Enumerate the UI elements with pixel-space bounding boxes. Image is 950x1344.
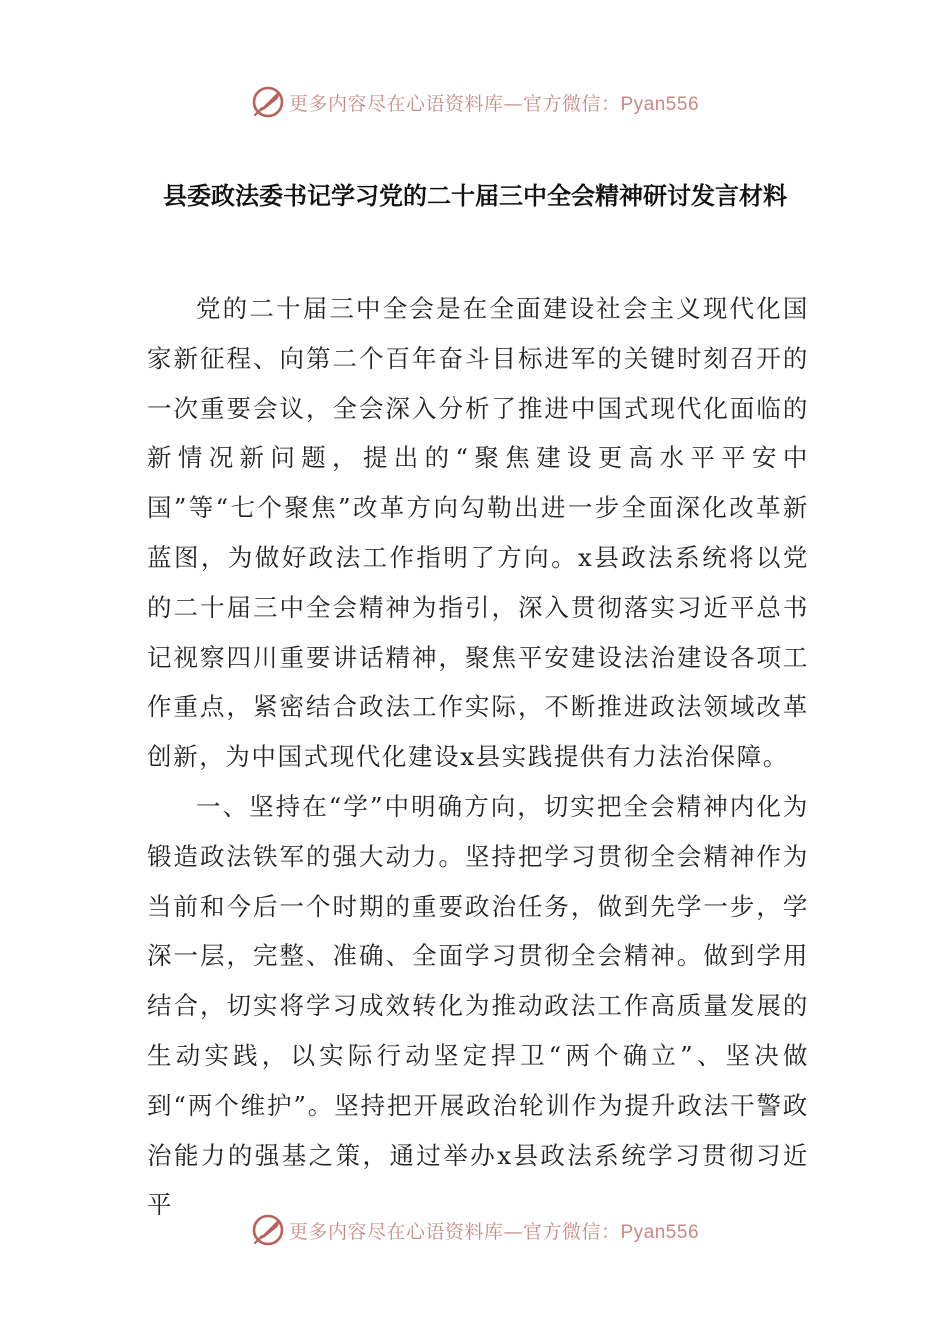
watermark-text: 更多内容尽在心语资料库—官方微信：Pyan556 [288,1220,700,1243]
wechat-id: Pyan556 [620,1221,700,1243]
watermark-text: 更多内容尽在心语资料库—官方微信：Pyan556 [288,92,700,115]
watermark-banner-top [0,82,950,122]
quill-logo-icon [251,1213,285,1247]
paragraph-intro: 党的二十届三中全会是在全面建设社会主义现代化国家新征程、向第二个百年奋斗目标进军的关键时刻召开的一次重要会议，全会深入分析了推进中国式现代化面临的新情况新问题，提出的“聚焦建设更高水平平安中国”等“七个聚焦”改革方向勾勒出进一步全面深化改革新蓝图，为做好政法工作指明了方向。x县政法系统将以党的二十届三中全会精神为指引，深入贯彻落实习近平总书记视察四川重要讲话精神，聚焦平安建设法治建设各项工作重点，紧密结合政法工作实际，不断推进政法领域改革创新，为中国式现代化建设x县实践提供有力法治保障。 [147,294,809,772]
quill-logo-icon [251,85,285,119]
wechat-id: Pyan556 [620,93,700,115]
document-body [147,284,809,1230]
watermark-banner-bottom [0,1210,950,1250]
document-title: 县委政法委书记学习党的二十届三中全会精神研讨发言材料 [163,182,787,210]
paragraph-section-1: 一、坚持在“学”中明确方向，切实把全会精神内化为锻造政法铁军的强大动力。坚持把学习贯彻全会精神作为当前和今后一个时期的重要政治任务，做到先学一步，学深一层，完整、准确、全面学习贯彻全会精神。做到学用结合，切实将学习成效转化为推动政法工作高质量发展的生动实践，以实际行动坚定捍卫“两个确立”、坚决做到“两个维护”。坚持把开展政治轮训作为提升政法干警政治能力的强基之策，通过举办x县政法系统学习贯彻习近平 [147,791,809,1220]
